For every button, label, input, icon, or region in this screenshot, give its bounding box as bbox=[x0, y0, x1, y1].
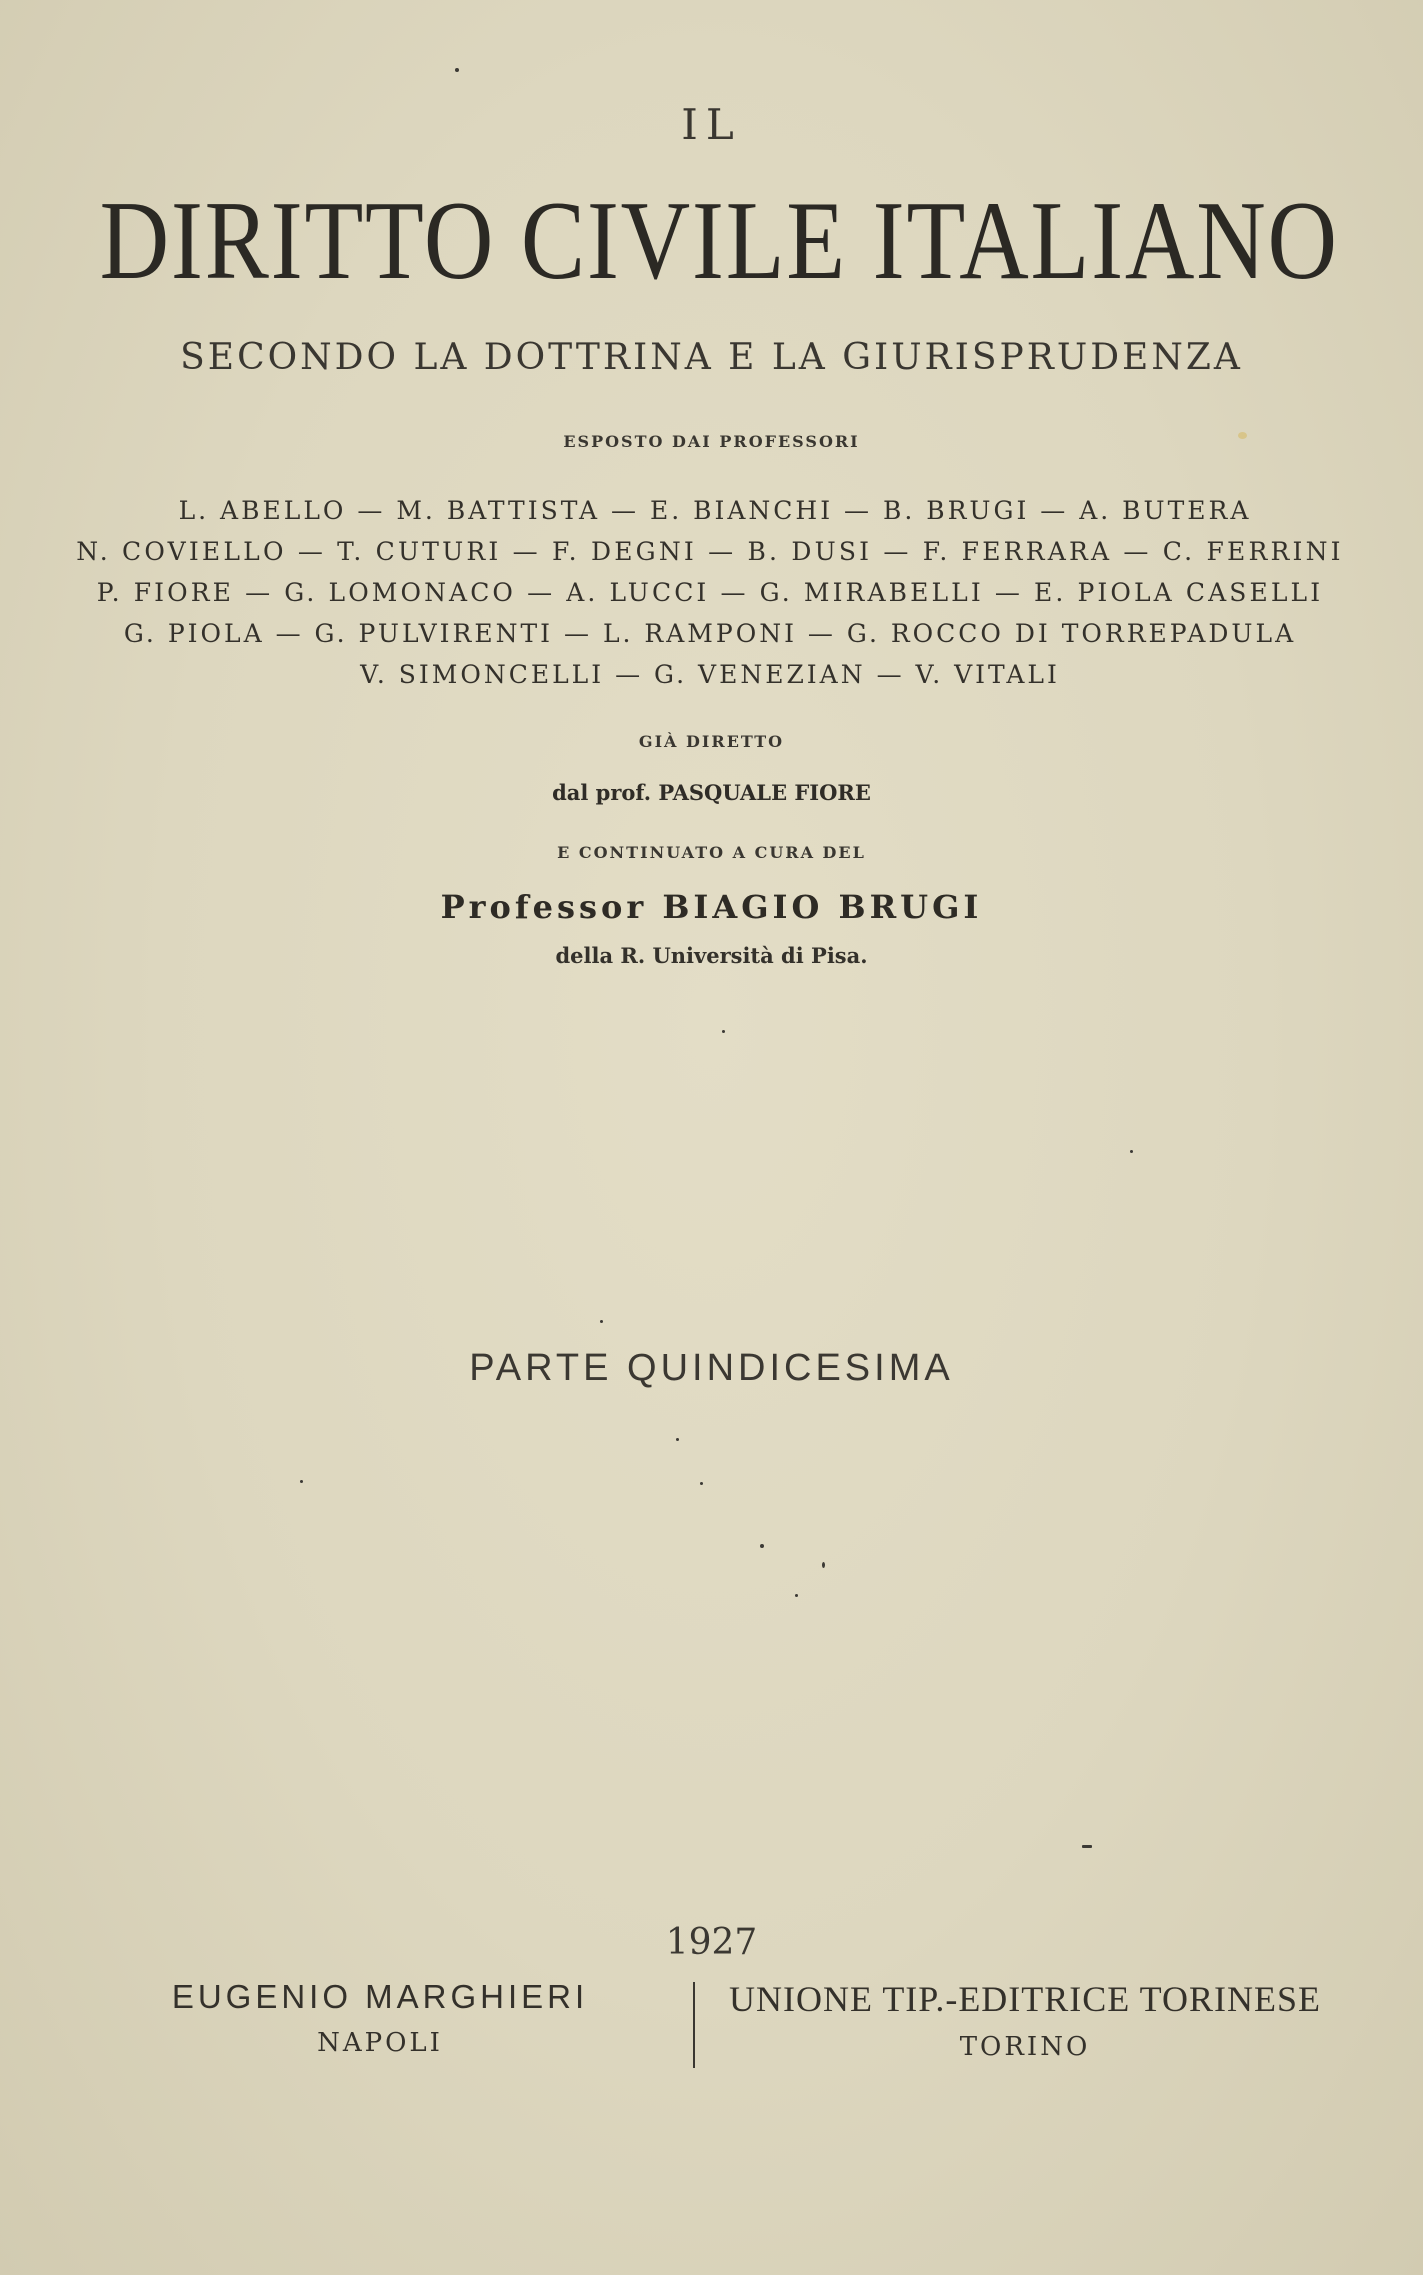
directed-by: dal prof. PASQUALE FIORE bbox=[552, 780, 871, 805]
author-line: V. SIMONCELLI — G. VENEZIAN — V. VITALI bbox=[360, 660, 1060, 689]
already-directed-label: GIÀ DIRETTO bbox=[638, 732, 785, 751]
publisher-city: TORINO bbox=[959, 2032, 1091, 2062]
author-list bbox=[60, 490, 1360, 695]
continued-label: E CONTINUATO A CURA DEL bbox=[557, 843, 866, 862]
pre-title: IL bbox=[681, 100, 742, 149]
author-line: L. ABELLO — M. BATTISTA — E. BIANCHI — B. BRUGI — A. BUTERA bbox=[178, 496, 1252, 525]
publisher-name: EUGENIO MARGHIERI bbox=[171, 1978, 589, 2015]
editor-affiliation: della R. Università di Pisa. bbox=[555, 943, 868, 968]
author-line: G. PIOLA — G. PULVIRENTI — L. RAMPONI — G. ROCCO DI TORREPADULA bbox=[123, 619, 1297, 648]
author-line: P. FIORE — G. LOMONACO — A. LUCCI — G. MIRABELLI — E. PIOLA CASELLI bbox=[96, 578, 1324, 607]
publisher-torino bbox=[710, 1978, 1340, 2062]
publisher-divider bbox=[693, 1982, 695, 2068]
book-subtitle: SECONDO LA DOTTRINA E LA GIURISPRUDENZA bbox=[180, 337, 1243, 378]
publisher-name: UNIONE TIP.-EDITRICE TORINESE bbox=[729, 1979, 1321, 2019]
publisher-city: NAPOLI bbox=[317, 2028, 443, 2058]
editor-name: Professor BIAGIO BRUGI bbox=[440, 888, 983, 926]
publisher-napoli bbox=[130, 1978, 630, 2058]
publication-year: 1927 bbox=[665, 1922, 758, 1963]
exposed-by-label: ESPOSTO DAI PROFESSORI bbox=[563, 432, 860, 451]
author-line: N. COVIELLO — T. CUTURI — F. DEGNI — B. DUSI — F. FERRARA — C. FERRINI bbox=[76, 537, 1344, 566]
book-title: DIRITTO CIVILE ITALIANO bbox=[99, 179, 1339, 303]
part-label: PARTE QUINDICESIMA bbox=[469, 1347, 954, 1389]
